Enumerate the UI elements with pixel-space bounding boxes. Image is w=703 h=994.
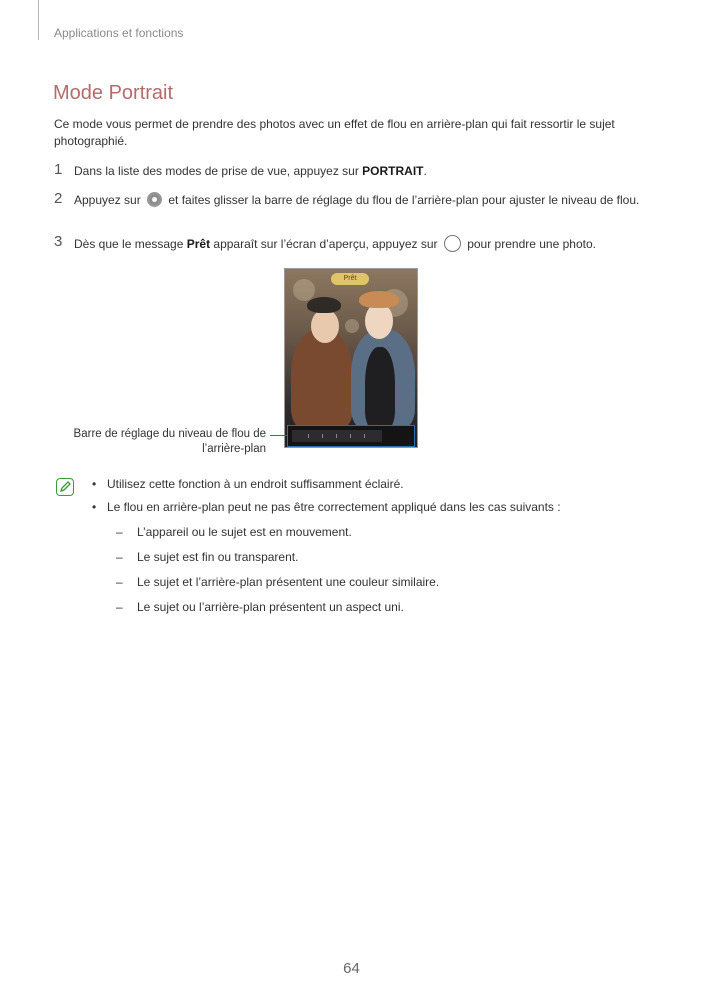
step-text: Appuyez sur et faites glisser la barre de réglage du flou de l’arrière-plan pour ajuster le niveau de flou.	[74, 193, 640, 207]
step-text: Dès que le message Prêt apparaît sur l’écran d’aperçu, appuyez sur pour prendre une photo.	[74, 237, 596, 251]
blur-slider	[287, 425, 415, 447]
intro-paragraph: Ce mode vous permet de prendre des photos avec un effet de flou en arrière-plan qui fait ressortir le sujet photographié.	[54, 117, 615, 148]
step-2	[54, 192, 654, 209]
ready-label: Prêt	[186, 237, 211, 251]
callout-label: Barre de réglage du niveau de flou de l’arrière-plan	[73, 428, 266, 455]
page-number: 64	[343, 960, 360, 977]
ready-badge: Prêt	[331, 273, 369, 285]
step-number: 3	[54, 233, 63, 250]
step-number: 1	[54, 161, 63, 178]
callout-leader-line	[270, 435, 288, 436]
settings-dial-icon	[147, 192, 162, 207]
camera-preview-screenshot	[284, 268, 418, 448]
note-bullet: • Le flou en arrière-plan peut ne pas être correctement appliqué dans les cas suivants :	[92, 500, 561, 514]
note-icon	[56, 478, 74, 496]
shutter-button-icon	[444, 235, 461, 252]
section-header: Applications et fonctions	[54, 26, 184, 40]
note-subitem: – Le sujet ou l’arrière-plan présentent un aspect uni.	[116, 600, 404, 614]
note-bullet: • Utilisez cette fonction à un endroit suffisamment éclairé.	[92, 477, 404, 491]
step-3	[54, 235, 654, 253]
portrait-mode-label: PORTRAIT	[362, 164, 424, 178]
header-divider	[38, 0, 39, 40]
step-1	[54, 163, 654, 180]
step-text: Dans la liste des modes de prise de vue, appuyez sur PORTRAIT.	[74, 164, 427, 178]
note-subitem: – Le sujet est fin ou transparent.	[116, 550, 299, 564]
note-subitem: – Le sujet et l’arrière-plan présentent une couleur similaire.	[116, 575, 440, 589]
note-subitem: – L’appareil ou le sujet est en mouvement.	[116, 525, 352, 539]
step-number: 2	[54, 190, 63, 207]
page-title: Mode Portrait	[53, 82, 174, 104]
